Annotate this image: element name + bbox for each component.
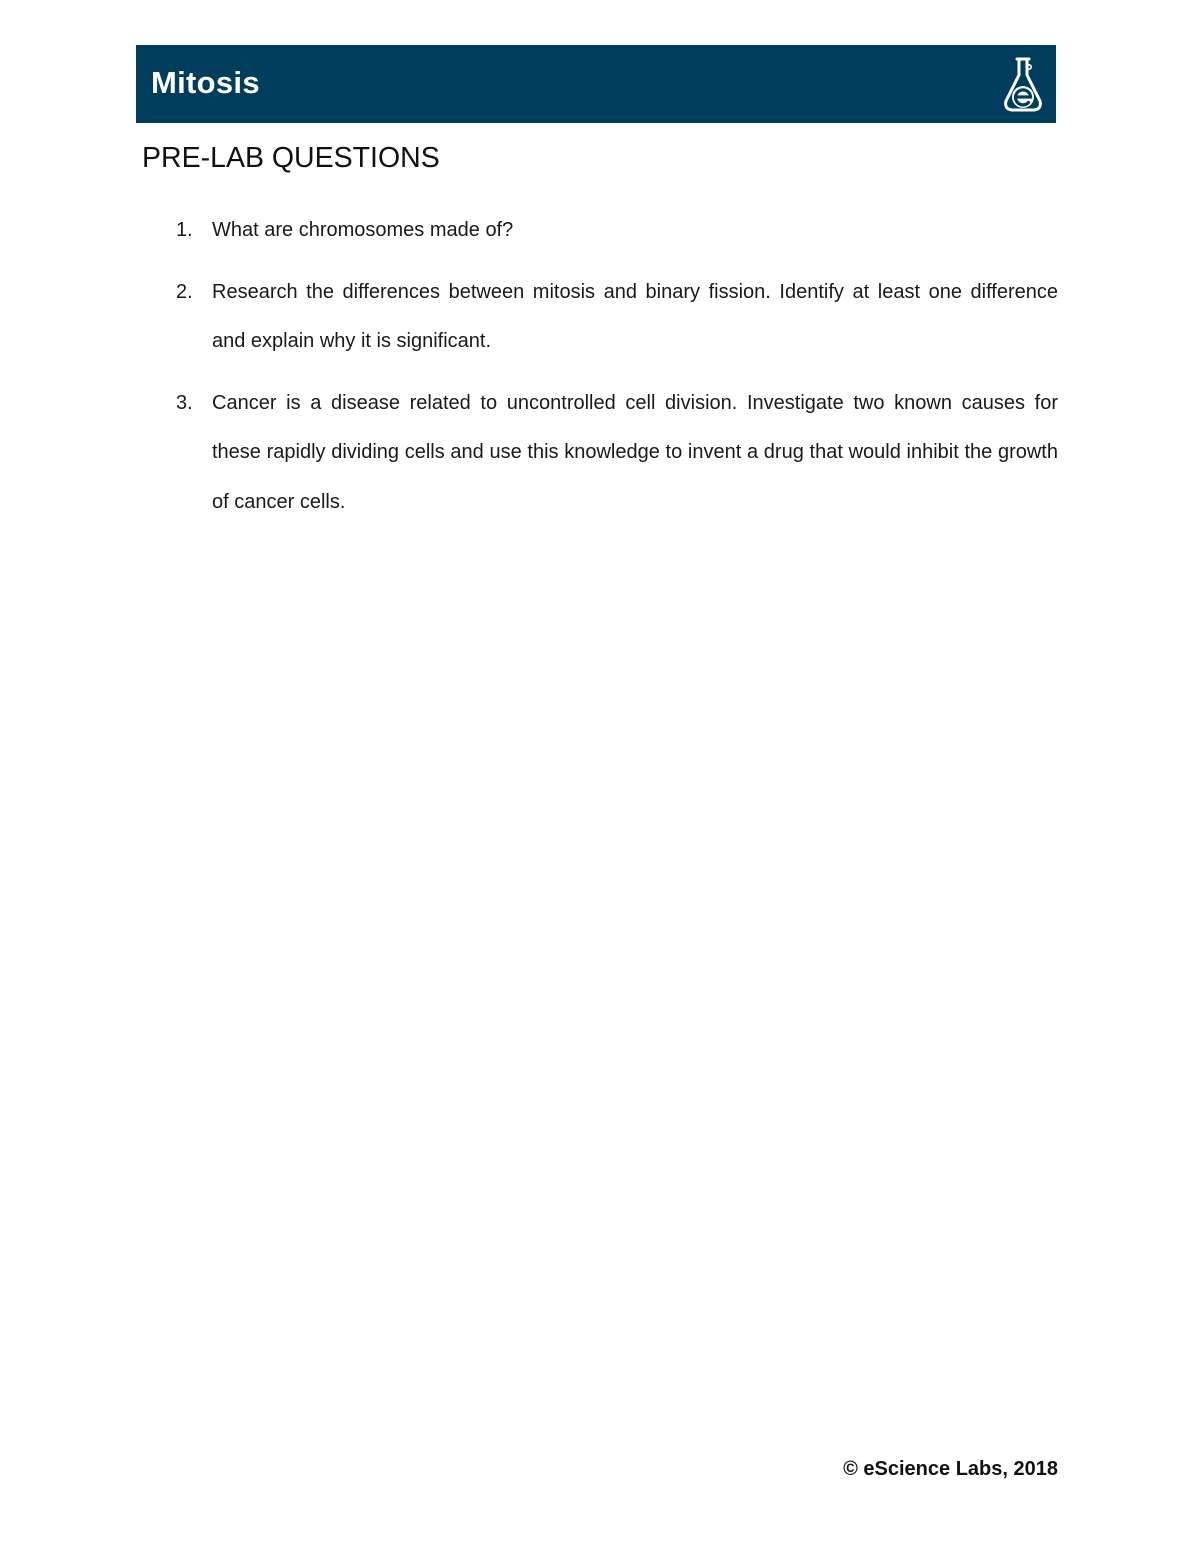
question-text: What are chromosomes made of?	[212, 219, 514, 241]
flask-e-logo-icon	[1000, 53, 1046, 115]
copyright-footer: © eScience Labs, 2018	[843, 1458, 1058, 1480]
question-number: 2.	[176, 280, 193, 303]
question-number: 1.	[176, 219, 193, 241]
question-text: Cancer is a disease related to uncontrolled cell division. Investigate two known causes for these rapidly dividing cells and use this knowledge to invent a drug that would inhibit the growth of cancer cells.	[212, 391, 1058, 513]
section-title: PRE-LAB QUESTIONS	[142, 142, 440, 174]
question-number: 3.	[176, 391, 193, 414]
question-item-1	[176, 206, 1058, 256]
question-item-2	[176, 268, 1058, 367]
header-bar	[136, 45, 1056, 123]
page-title: Mitosis	[151, 65, 260, 100]
question-item-3	[176, 379, 1058, 528]
question-text: Research the differences between mitosis and binary fission. Identify at least one difference and explain why it is significant.	[212, 280, 1058, 352]
question-list	[176, 206, 1058, 539]
